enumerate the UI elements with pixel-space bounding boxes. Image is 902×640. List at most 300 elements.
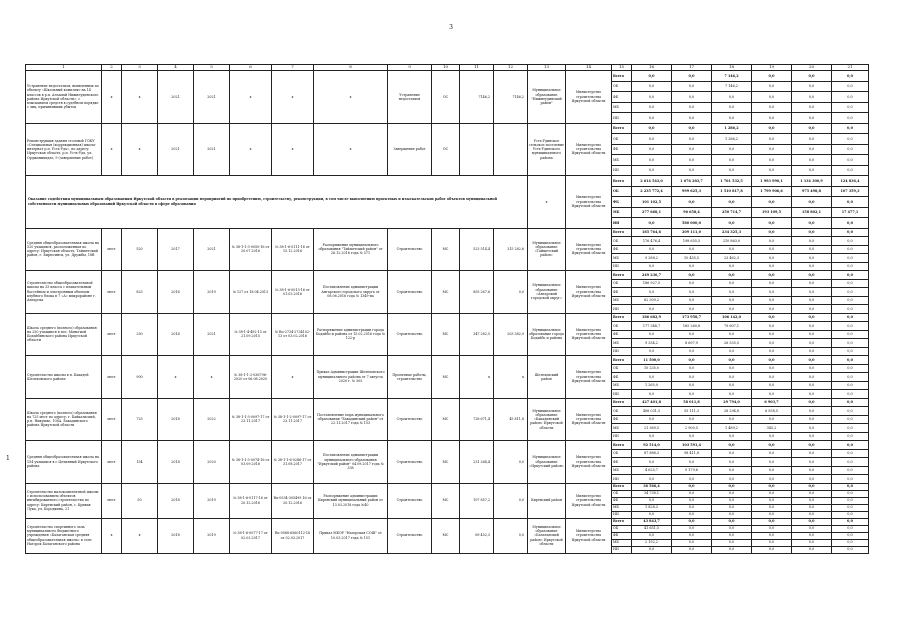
capacity-cell: 900	[122, 356, 158, 399]
amount-cell: 0,0	[632, 113, 672, 124]
amount-cell: 0,0	[792, 424, 832, 433]
column-number: 18	[712, 65, 752, 71]
amount-cell: 345,2	[752, 424, 792, 433]
amount-cell: 0,0	[752, 532, 792, 539]
amount-cell: 0,0	[632, 262, 672, 271]
source-cell: ОБ	[612, 490, 632, 497]
source-cell: МБ	[612, 254, 632, 263]
expertise-cell: № 38-1-1-2-036796-2020 от 06.08.2020	[230, 356, 272, 399]
amount-cell: 580 000,0	[672, 218, 712, 229]
source-cell: МБ	[612, 539, 632, 546]
amount-cell: 0,0	[792, 123, 832, 134]
amount-cell: 0,0	[672, 356, 712, 365]
amount-cell: 0,0	[672, 546, 712, 553]
column-number: 16	[632, 65, 672, 71]
start-year-cell: 2018	[158, 441, 194, 484]
amount-cell: 0,0	[712, 539, 752, 546]
amount-cell: 0,0	[672, 490, 712, 497]
unit-cell: мест	[102, 356, 122, 399]
source-cell: ОБ	[612, 81, 632, 92]
source-cell: Всего	[612, 483, 632, 490]
amount-cell: 198 655,5	[672, 237, 712, 246]
source-cell: ИИ	[612, 305, 632, 314]
amount-cell: 0,0	[672, 511, 712, 518]
amount-cell: 176 476,4	[632, 237, 672, 246]
amount-cell: 0,0	[792, 525, 832, 532]
start-year-cell: 2018	[158, 398, 194, 441]
capacity-cell: х	[122, 71, 158, 124]
amount-cell: 0,0	[672, 373, 712, 382]
cost-cell: 69 452,3	[460, 518, 494, 553]
source-cell: ФБ	[612, 288, 632, 297]
end-year-cell: 2021	[194, 71, 230, 124]
capacity-cell: 50	[122, 483, 158, 518]
amount-cell: 0,0	[672, 279, 712, 288]
start-year-cell: 2018	[158, 483, 194, 518]
page-number: 3	[449, 24, 453, 31]
amount-cell: 0,0	[832, 71, 869, 82]
work-type-cell: Завершение работ	[388, 123, 432, 176]
source-cell: МБ	[612, 207, 632, 218]
capacity-cell: 154	[122, 441, 158, 484]
amount-cell: 0,0	[832, 466, 869, 475]
operator-cell: Муниципальное образование «Тайшетский район»	[528, 228, 566, 271]
amount-cell: 0,0	[792, 466, 832, 475]
amount-cell: 0,0	[832, 449, 869, 458]
amount-cell: 0,0	[712, 144, 752, 155]
amount-cell: 0,0	[672, 458, 712, 467]
amount-cell: 0,0	[792, 449, 832, 458]
decision-cell: Распоряжение администрации Киренский муниципальный район от 13.03.2018 года №40	[314, 483, 388, 518]
operator-cell: Муниципальное образование города Бодайбо и района	[528, 313, 566, 356]
customer-cell: Министерство строительства Иркутской области	[566, 71, 612, 124]
source-cell: ОБ	[612, 237, 632, 246]
unit-cell: мест	[102, 271, 122, 314]
amount-cell: 0,0	[792, 347, 832, 356]
source-cell: ОБ	[612, 186, 632, 197]
amount-cell: 0,0	[712, 262, 752, 271]
amount-cell: 0,0	[832, 165, 869, 176]
amount-cell: 0,0	[672, 432, 712, 441]
amount-cell: 0,0	[832, 546, 869, 553]
amount-cell: 0,0	[672, 197, 712, 208]
end-year-cell: 2021	[194, 313, 230, 356]
amount-cell: 186 927,5	[632, 279, 672, 288]
amount-cell: 43 843,7	[632, 518, 672, 525]
source-cell: Всего	[612, 356, 632, 365]
unit-cell: мест	[102, 441, 122, 484]
amount-cell: 1 676 283,7	[672, 176, 712, 187]
amount-cell: 0,0	[632, 330, 672, 339]
amount-cell: 0,0	[672, 155, 712, 166]
source-cell: ИИ	[612, 218, 632, 229]
amount-cell: 0,0	[792, 475, 832, 484]
amount-cell: 0,0	[792, 71, 832, 82]
amount-cell: 0,0	[832, 339, 869, 348]
amount-cell: 0,0	[752, 92, 792, 103]
end-year-cell: 2021	[194, 228, 230, 271]
source-cell: МБ	[612, 504, 632, 511]
remaining-cell: 0,0	[494, 518, 528, 553]
source-cell: ОБ	[612, 279, 632, 288]
end-year-cell: 2019	[194, 518, 230, 553]
amount-cell: 0,0	[712, 165, 752, 176]
amount-cell: 9 288,2	[632, 254, 672, 263]
source-cell: Всего	[612, 518, 632, 525]
amount-cell: 28 294,8	[712, 407, 752, 416]
expertise-cell: № 38-1-1-3-0050-16 от 20.07.2016	[230, 228, 272, 271]
operator-cell: Муниципальное образование «Ангарский городской округ»	[528, 271, 566, 314]
amount-cell: 0,0	[712, 305, 752, 314]
amount-cell: 0,0	[712, 271, 752, 280]
amount-cell: 0,0	[632, 92, 672, 103]
amount-cell: 0,0	[672, 532, 712, 539]
amount-cell: 0,0	[752, 254, 792, 263]
amount-cell: 0,0	[752, 475, 792, 484]
source-cell: ФБ	[612, 92, 632, 103]
remaining-cell: 203 382,9	[494, 313, 528, 356]
amount-cell: 124 836,4	[832, 176, 869, 187]
amount-cell: 0,0	[752, 356, 792, 365]
amount-cell: 0,0	[672, 123, 712, 134]
cost-cell: 728 671,4	[460, 398, 494, 441]
amount-cell: 0,0	[832, 407, 869, 416]
object-name: Строительство школы в п. Бакадей Шелеховского района	[26, 356, 102, 399]
amount-cell: 0,0	[752, 458, 792, 467]
amount-cell: 0,0	[752, 441, 792, 450]
decision-cell: х	[314, 123, 388, 176]
amount-cell: 0,0	[712, 475, 752, 484]
amount-cell: 0,0	[792, 518, 832, 525]
object-name: Средняя общеобразовательная школа на 520 учащихся, расположенная по адресу: Иркутская область, Тайшетский район, г. Бирюсинск, ул. Дружбы, 18В	[26, 228, 102, 271]
permit-cell: х	[272, 123, 314, 176]
capacity-cell: 250	[122, 313, 158, 356]
amount-cell: 103 591,4	[672, 441, 712, 450]
amount-cell: 0,0	[792, 296, 832, 305]
ownership-cell: МС	[432, 356, 460, 399]
source-cell: ФБ	[612, 532, 632, 539]
amount-cell: 0,0	[672, 330, 712, 339]
source-cell: ФБ	[612, 330, 632, 339]
permit-cell: № Ru-2734-2734102-13 от 03.02.2016	[272, 313, 314, 356]
customer-cell: Министерство строительства Иркутской области	[566, 441, 612, 484]
amount-cell: 277 668,1	[632, 207, 672, 218]
ownership-cell: ОС	[432, 123, 460, 176]
amount-cell: 0,0	[672, 381, 712, 390]
amount-cell: 0,0	[712, 546, 752, 553]
amount-cell: 0,0	[672, 497, 712, 504]
object-name: Устранение недостатков, выявленных по объекту «Школьный комплекс на 14 классов в р.п. Алзамай Нижнеудинского района Иркутской области», с взысканием средств в судебном порядке с лиц, причинивших убыток	[26, 71, 102, 124]
amount-cell: 0,0	[632, 245, 672, 254]
amount-cell: 0,0	[672, 347, 712, 356]
amount-cell: 0,0	[752, 165, 792, 176]
amount-cell: 0,0	[832, 483, 869, 490]
source-cell: МБ	[612, 424, 632, 433]
start-year-cell: х	[158, 356, 194, 399]
amount-cell: 186 682,9	[632, 313, 672, 322]
amount-cell: 0,0	[792, 322, 832, 331]
amount-cell: 0,0	[672, 245, 712, 254]
capacity-cell: 825	[122, 271, 158, 314]
amount-cell: 0,0	[832, 245, 869, 254]
amount-cell: 0,0	[632, 347, 672, 356]
amount-cell: 0,0	[712, 504, 752, 511]
source-cell: Всего	[612, 228, 632, 237]
column-number: 5	[194, 65, 230, 71]
amount-cell: 0,0	[672, 134, 712, 145]
amount-cell: 0,0	[792, 288, 832, 297]
work-type-cell: Строительство	[388, 398, 432, 441]
amount-cell: 0,0	[792, 262, 832, 271]
source-cell: ИИ	[612, 475, 632, 484]
source-cell: ОБ	[612, 134, 632, 145]
column-number: 9	[388, 65, 432, 71]
amount-cell: 0,0	[752, 339, 792, 348]
remaining-cell: 7146,2	[494, 71, 528, 124]
object-name: Школа среднего (полного) образования на 250 учащихся в пос. Маньгиой Бодайбинского района Иркутской области	[26, 313, 102, 356]
source-cell: МБ	[612, 381, 632, 390]
customer-cell: Министерство строительства Иркутской области	[566, 518, 612, 553]
unit-cell: мест	[102, 398, 122, 441]
source-cell: МБ	[612, 339, 632, 348]
source-cell: Всего	[612, 123, 632, 134]
amount-cell: 0,0	[712, 218, 752, 229]
amount-cell: 1 265,0	[632, 381, 672, 390]
amount-cell: 0,0	[712, 347, 752, 356]
amount-cell: 0,0	[712, 296, 752, 305]
amount-cell: 0,0	[712, 102, 752, 113]
source-cell: ФБ	[612, 197, 632, 208]
amount-cell: 0,0	[712, 288, 752, 297]
table-row	[26, 356, 869, 365]
amount-cell: 0,0	[752, 525, 792, 532]
source-cell: ОБ	[612, 449, 632, 458]
amount-cell: 98 411,8	[672, 449, 712, 458]
amount-cell: 0,0	[672, 81, 712, 92]
amount-cell: 0,0	[672, 539, 712, 546]
amount-cell: 0,0	[832, 134, 869, 145]
amount-cell: 79 607,1	[712, 322, 752, 331]
amount-cell: 0,0	[632, 71, 672, 82]
table-row	[26, 228, 869, 237]
operator-cell: Муниципальное образование «Балаганский район» Иркутской области	[528, 518, 566, 553]
amount-cell: 0,0	[832, 144, 869, 155]
amount-cell: 0,0	[792, 228, 832, 237]
amount-cell: 0,0	[792, 490, 832, 497]
amount-cell: 0,0	[632, 475, 672, 484]
amount-cell: 0,0	[632, 134, 672, 145]
decision-cell: Распоряжение муниципального образования "Тайшетский район" от 26.12.2016 года № 571	[314, 228, 388, 271]
amount-cell: 34 738,1	[632, 490, 672, 497]
amount-cell: 0,0	[792, 356, 832, 365]
amount-cell: 9 334,2	[632, 339, 672, 348]
source-cell: Всего	[612, 176, 632, 187]
column-number: 15	[612, 65, 632, 71]
amount-cell: 0,0	[792, 458, 832, 467]
amount-cell: 0,0	[792, 381, 832, 390]
amount-cell: 0,0	[672, 483, 712, 490]
amount-cell: 0,0	[712, 511, 752, 518]
amount-cell: 0,0	[832, 432, 869, 441]
source-cell: ИИ	[612, 347, 632, 356]
amount-cell: 0,0	[792, 415, 832, 424]
amount-cell: 0,0	[632, 546, 672, 553]
amount-cell: 0,0	[792, 390, 832, 399]
start-year-cell: 2021	[158, 123, 194, 176]
table-row	[26, 518, 869, 525]
permit-cell: № 38-1-1-2-0097-17 от 23.11.2017	[272, 398, 314, 441]
amount-cell: 0,0	[832, 271, 869, 280]
amount-cell: 0,0	[832, 497, 869, 504]
amount-cell: 0,0	[752, 262, 792, 271]
amount-cell: 234 325,3	[712, 228, 752, 237]
amount-cell: 107 359,3	[832, 186, 869, 197]
amount-cell: 249 236,7	[632, 271, 672, 280]
amount-cell: 0,0	[792, 511, 832, 518]
amount-cell: 0,0	[672, 262, 712, 271]
permit-cell: Ru-0534-305499 16 от 20.12.2016	[272, 483, 314, 518]
amount-cell: 0,0	[752, 313, 792, 322]
amount-cell: 0,0	[832, 373, 869, 382]
amount-cell: 0,0	[752, 305, 792, 314]
expertise-cell: № 38-1-1-3-0074-16 от 03.09.2016	[230, 441, 272, 484]
amount-cell: 209 111,0	[672, 228, 712, 237]
amount-cell: 0,0	[792, 330, 832, 339]
amount-cell: 0,0	[752, 449, 792, 458]
source-cell: ИИ	[612, 262, 632, 271]
amount-cell: 0,0	[832, 296, 869, 305]
amount-cell: 7 146,2	[712, 71, 752, 82]
expertise-cell: х	[230, 123, 272, 176]
column-number: 11	[460, 65, 494, 71]
column-number: 21	[832, 65, 869, 71]
amount-cell: 0,0	[712, 466, 752, 475]
amount-cell: 0,0	[792, 144, 832, 155]
amount-cell: 0,0	[832, 539, 869, 546]
amount-cell: 8 697,9	[672, 339, 712, 348]
amount-cell: 0,0	[752, 237, 792, 246]
remaining-cell	[494, 123, 528, 176]
column-number: 20	[792, 65, 832, 71]
amount-cell: 0,0	[832, 511, 869, 518]
amount-cell: 0,0	[792, 197, 832, 208]
amount-cell: 0,0	[672, 92, 712, 103]
amount-cell: 0,0	[712, 364, 752, 373]
amount-cell: 158 802,1	[792, 207, 832, 218]
permit-cell: № 38-1-6-0111-16 от 15.12.2016	[272, 228, 314, 271]
amount-cell: 0,0	[672, 475, 712, 484]
amount-cell: 0,0	[832, 197, 869, 208]
amount-cell: 0,0	[832, 347, 869, 356]
cost-cell: 231 264,4	[460, 441, 494, 484]
amount-cell: 2 192,2	[632, 539, 672, 546]
decision-cell: Постановление администрации Ангарского городского округа от 08.06.2016 года № 1349-па	[314, 271, 388, 314]
amount-cell: 62 309,2	[632, 296, 672, 305]
amount-cell: 185 764,6	[632, 228, 672, 237]
operator-cell: Муниципальное образование «Бакадинский район» Иркутской области	[528, 398, 566, 441]
amount-cell: 4 625,7	[632, 466, 672, 475]
table-row	[26, 483, 869, 490]
amount-cell: 0,0	[832, 475, 869, 484]
amount-cell: 0,0	[832, 504, 869, 511]
customer-cell: Министерство строительства Иркутской области	[566, 356, 612, 399]
source-cell: ИИ	[612, 511, 632, 518]
amount-cell: 0,0	[792, 271, 832, 280]
unit-cell: мест	[102, 313, 122, 356]
permit-cell: х	[272, 71, 314, 124]
source-cell: МБ	[612, 102, 632, 113]
amount-cell: 0,0	[672, 504, 712, 511]
amount-cell: 23 462,3	[712, 254, 752, 263]
amount-cell: 0,0	[832, 279, 869, 288]
column-number: 13	[528, 65, 566, 71]
source-cell: ФБ	[612, 144, 632, 155]
amount-cell: 0,0	[832, 123, 869, 134]
work-type-cell: Проектные работы, строительство	[388, 356, 432, 399]
amount-cell: 0,0	[672, 518, 712, 525]
amount-cell: 0,0	[752, 483, 792, 490]
amount-cell: 0,0	[752, 113, 792, 124]
work-type-cell: Строительство	[388, 228, 432, 271]
amount-cell: 0,0	[712, 490, 752, 497]
amount-cell: 0,0	[752, 279, 792, 288]
object-name: Средняя общеобразовательная школа на 154 учащихся в с.Целинный Иркутского района	[26, 441, 102, 484]
amount-cell: 0,0	[752, 197, 792, 208]
table-row	[26, 441, 869, 450]
cost-cell: х	[460, 356, 494, 399]
amount-cell: 0,0	[832, 305, 869, 314]
source-cell: ОБ	[612, 525, 632, 532]
amount-cell: 0,0	[832, 415, 869, 424]
amount-cell: 6 903,7	[752, 398, 792, 407]
remaining-cell: х	[494, 356, 528, 399]
amount-cell: 0,0	[832, 313, 869, 322]
table-row	[26, 271, 869, 280]
amount-cell: 0,0	[672, 144, 712, 155]
amount-cell: 0,0	[752, 102, 792, 113]
amount-cell: 11 500,0	[632, 356, 672, 365]
permit-cell: х	[272, 356, 314, 399]
amount-cell: 0,0	[832, 525, 869, 532]
amount-cell: 0,0	[632, 123, 672, 134]
source-cell: МБ	[612, 466, 632, 475]
amount-cell: 0,0	[632, 305, 672, 314]
amount-cell: 0,0	[712, 518, 752, 525]
work-type-cell: Строительство	[388, 483, 432, 518]
amount-cell: 0,0	[752, 134, 792, 145]
amount-cell: 0,0	[752, 245, 792, 254]
amount-cell: 0,0	[832, 458, 869, 467]
table-body	[26, 65, 869, 554]
amount-cell: 0,0	[832, 441, 869, 450]
amount-cell: 0,0	[792, 398, 832, 407]
source-cell: ФБ	[612, 373, 632, 382]
amount-cell: 0,0	[752, 504, 792, 511]
cost-cell	[460, 123, 494, 176]
amount-cell: 193 109,5	[752, 207, 792, 218]
amount-cell: 0,0	[752, 228, 792, 237]
amount-cell: 1 134 300,9	[792, 176, 832, 187]
amount-cell: 0,0	[672, 364, 712, 373]
amount-cell: 0,0	[832, 113, 869, 124]
amount-cell: 0,0	[792, 364, 832, 373]
column-number: 2	[102, 65, 122, 71]
source-cell: ФБ	[612, 415, 632, 424]
amount-cell: 10 235,0	[632, 364, 672, 373]
source-cell: МБ	[612, 155, 632, 166]
amount-cell: 0,0	[792, 339, 832, 348]
amount-cell: 0,0	[672, 525, 712, 532]
